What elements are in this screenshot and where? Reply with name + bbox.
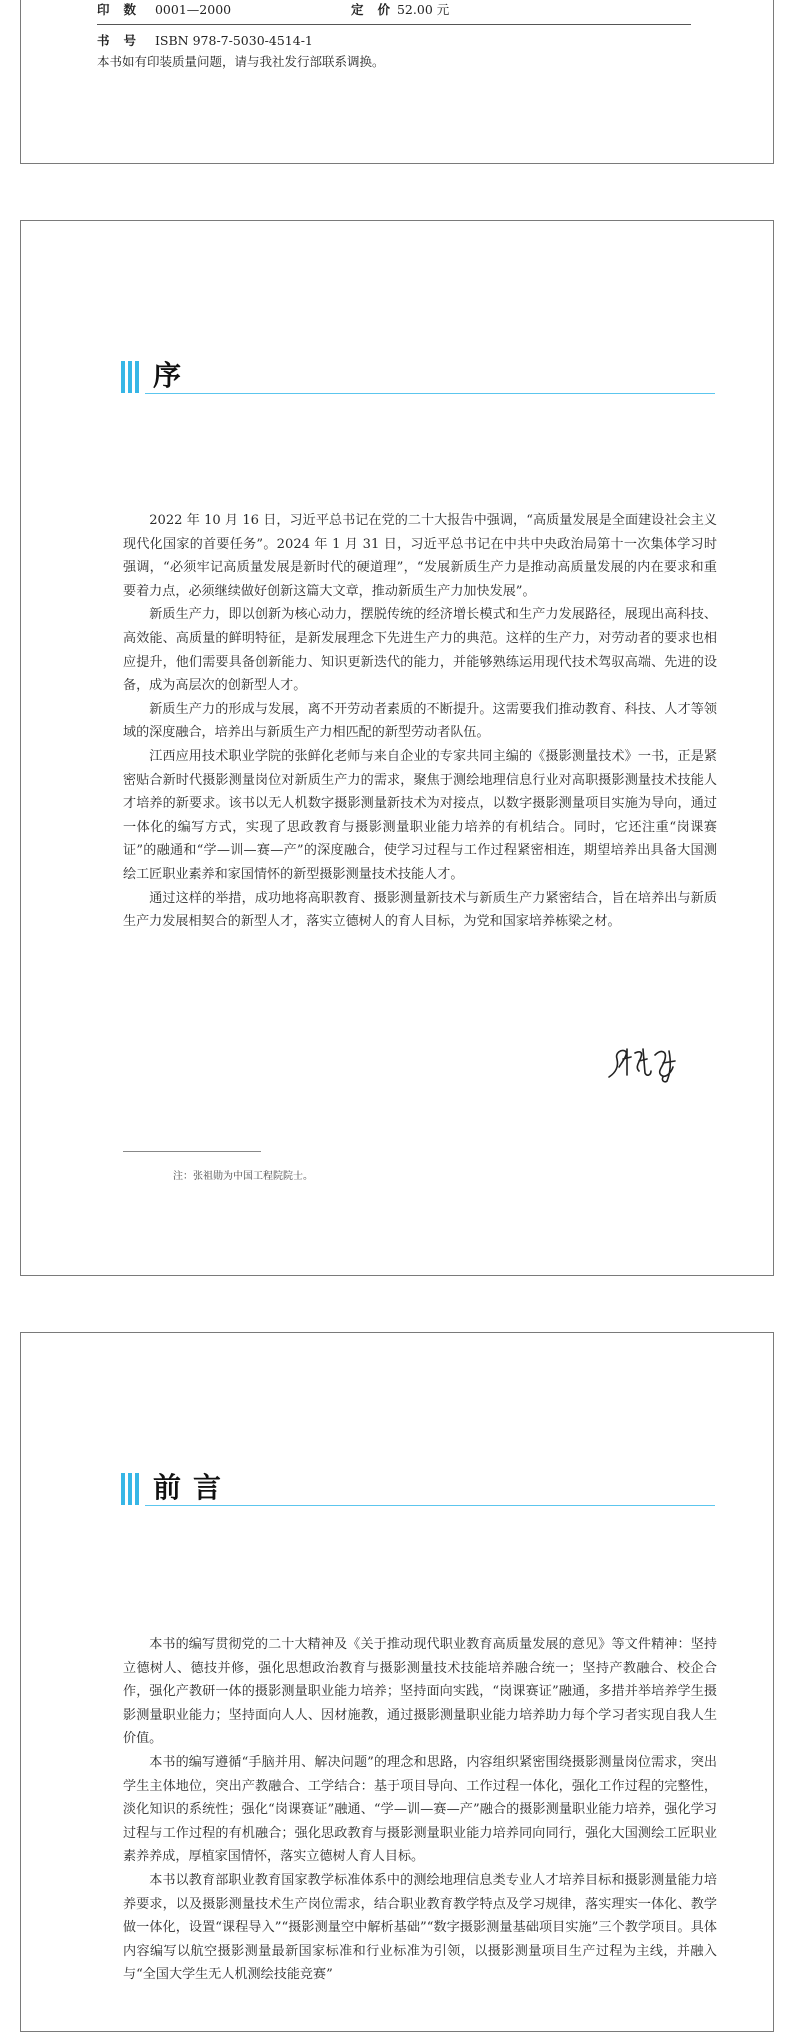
print-run-row — [97, 0, 231, 18]
preface-footnote: 注：张祖勋为中国工程院院士。 — [173, 1171, 313, 1182]
heading-underline — [145, 393, 715, 394]
price-row — [351, 0, 449, 18]
copyright-page — [20, 0, 774, 164]
preface-title: 序 — [153, 359, 194, 392]
handwritten-signature — [605, 1037, 685, 1085]
preface-paragraph: 通过这样的举措，成功地将高职教育、摄影测量新技术与新质生产力紧密结合，旨在培养出与新质生产力发展相契合的新型人才，落实立德树人的育人目标，为党和国家培养栋梁之材。 — [123, 890, 717, 930]
print-run-value: 0001—2000 — [154, 2, 232, 17]
foreword-page — [20, 1332, 774, 2032]
print-run-label: 印数 — [97, 2, 151, 17]
preface-paragraph: 2022 年 10 月 16 日，习近平总书记在党的二十大报告中强调，“高质量发展是全面建设社会主义现代化国家的首要任务”。2024 年 1 月 31 日，习近平总书记在中共中央政治局第十一次集体学习时强调，“必须牢记高质量发展是新时代的硬道理”，“发展新质生产力是推动高质量发展的内在要求和重要着力点，必须继续做好创新这篇大文章，推动新质生产力加快发展”。 — [123, 513, 717, 599]
preface-paragraph: 新质生产力，即以创新为核心动力，摆脱传统的经济增长模式和生产力发展路径，展现出高科技、高效能、高质量的鲜明特征，是新发展理念下先进生产力的典范。这样的生产力，对劳动者的要求也相应提升，他们需要具备创新能力、知识更新迭代的能力，并能够熟练运用现代技术驾驭高端、先进的设备，成为高层次的创新型人才。 — [123, 607, 717, 694]
isbn-label: 书号 — [97, 33, 151, 48]
preface-paragraph: 新质生产力的形成与发展，离不开劳动者素质的不断提升。这需要我们推动教育、科技、人才等领域的深度融合，培养出与新质生产力相匹配的新型劳动者队伍。 — [123, 701, 717, 741]
isbn-row — [97, 31, 313, 49]
foreword-paragraph: 本书以教育部职业教育国家教学标准体系中的测绘地理信息类专业人才培养目标和摄影测量能力培养要求，以及摄影测量技术生产岗位需求，结合职业教育教学特点及学习规律，落实理实一体化、教学做一体化，设置“课程导入”“摄影测量空中解析基础”“数字摄影测量基础项目实施”三个教学项目。具体内容编写以航空摄影测量最新国家标准和行业标准为引领，以摄影测量项目生产过程为主线，并融入与“全国大学生无人机测绘技能竞赛” — [123, 1872, 717, 1983]
footnote-divider — [123, 1151, 261, 1152]
preface-page — [20, 220, 774, 1276]
preface-heading — [121, 361, 715, 395]
quality-notice: 本书如有印装质量问题，请与我社发行部联系调换。 — [97, 54, 385, 69]
price-value: 52.00 元 — [396, 2, 450, 17]
isbn-value: ISBN 978-7-5030-4514-1 — [154, 33, 313, 48]
preface-body — [123, 509, 717, 934]
copyright-divider — [97, 24, 691, 25]
preface-paragraph: 江西应用技术职业学院的张鲜化老师与来自企业的专家共同主编的《摄影测量技术》一书，正是紧密贴合新时代摄影测量岗位对新质生产力的需求，聚焦于测绘地理信息行业对高职摄影测量技术技能人才培养的新要求。该书以无人机数字摄影测量新技术为对接点，以数字摄影测量项目实施为导向，通过一体化的编写方式，实现了思政教育与摄影测量职业能力培养的有机结合。同时，它还注重“岗课赛证”的融通和“学—训—赛—产”的深度融合，使学习过程与工作过程紧密相连，期望培养出具备大国测绘工匠职业素养和家国情怀的新型摄影测量技术技能人才。 — [123, 748, 717, 882]
heading-underline — [145, 1505, 715, 1506]
foreword-paragraph: 本书的编写遵循“手脑并用、解决问题”的理念和思路，内容组织紧密围绕摄影测量岗位需求，突出学生主体地位，突出产教融合、工学结合：基于项目导向、工作过程一体化，强化工作过程的完整性，淡化知识的系统性；强化“岗课赛证”融通、“学—训—赛—产”融合的摄影测量职业能力培养，强化学习过程与工作过程的有机融合；强化思政教育与摄影测量职业能力培养同向同行，强化大国测绘工匠职业素养养成，厚植家国情怀，落实立德树人育人目标。 — [123, 1754, 717, 1865]
foreword-paragraph: 本书的编写贯彻党的二十大精神及《关于推动现代职业教育高质量发展的意见》等文件精神：坚持立德树人、德技并修，强化思想政治教育与摄影测量技术技能培养融合统一；坚持产教融合、校企合作，强化产教研一体的摄影测量职业能力培养；坚持面向实践，“岗课赛证”融通，多措并举培养学生摄影测量职业能力；坚持面向人人、因材施教，通过摄影测量职业能力培养助力每个学习者实现自我人生价值。 — [123, 1637, 717, 1747]
foreword-title: 前言 — [153, 1471, 234, 1504]
foreword-body — [123, 1633, 717, 1987]
foreword-heading — [121, 1473, 715, 1507]
price-label: 定价 — [351, 2, 405, 17]
